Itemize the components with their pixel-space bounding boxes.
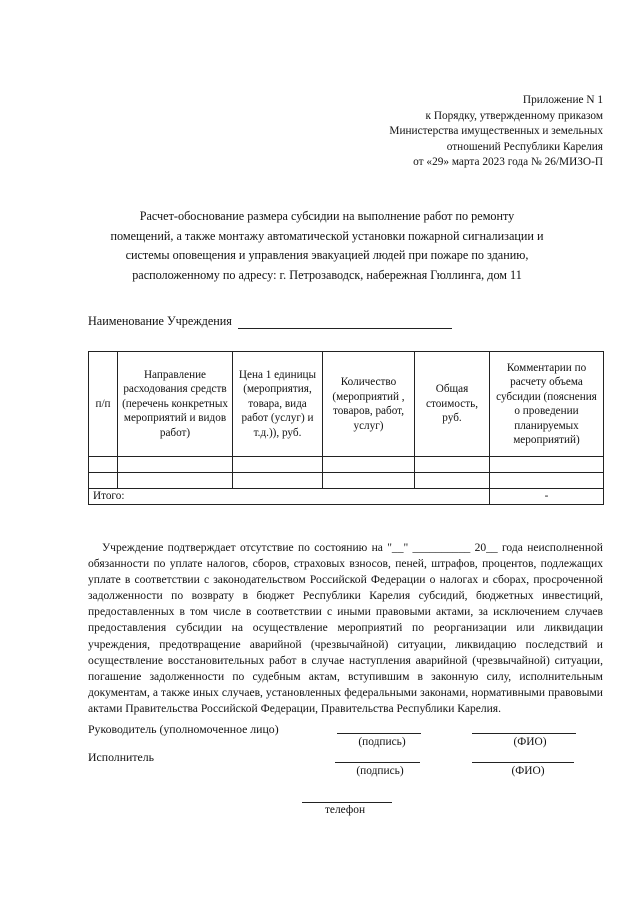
- institution-blank-line: [238, 315, 452, 329]
- executor-name-line: [472, 762, 574, 763]
- table-cell: [89, 457, 118, 473]
- appendix-header: [389, 93, 603, 171]
- table-row: [89, 457, 604, 473]
- appendix-ministry-cont: отношений Республики Карелия: [446, 140, 603, 153]
- confirmation-statement: Учреждение подтверждает отсутствие по состоянию на "__" __________ 20__ года неисполненной обязанности по уплате налогов, сборов, страховых взносов, пеней, штрафов, процентов, подлежащих уплате в соответствии с законодательством Российской Федерации о налогах и сборах, просроченной задолженности по возврату в бюджет Республики Карелия субсидий, бюджетных инвестиций, предоставленных в том числе в соответствии с иными правовыми актами, за исключением случаев предоставления субсидии на осуществление мероприятий по реорганизации или ликвидации учреждения, предотвращение аварийной (чрезвычайной) ситуации, ликвидацию последствий и осуществление восстановительных работ в случае наступления аварийной (чрезвычайной) ситуации, погашение задолженности по судебным актам, вступившим в законную силу, исполнительным документам, а также иных случаев, установленных федеральными законами, нормативными правовыми актами Правительства Российской Федерации, Правительства Республики Карелия.: [88, 542, 603, 715]
- header-number: п/п: [89, 352, 118, 457]
- total-comment: -: [490, 489, 604, 505]
- header-unit-price: Цена 1 единицы (мероприятия, товара, вида работ (услуг) и т.д.)), руб.: [233, 352, 323, 457]
- header-quantity: Количество (мероприятий , товаров, работ, услуг): [323, 352, 415, 457]
- table-cell: [323, 457, 415, 473]
- head-signature-label: Руководитель (уполномоченное лицо): [88, 722, 279, 736]
- table-header-row: [89, 352, 604, 457]
- executor-signature-line: [335, 762, 420, 763]
- total-label: Итого:: [89, 489, 490, 505]
- header-comments: Комментарии по расчету объема субсидии (пояснения о проведении планируемых мероприятий): [490, 352, 604, 457]
- executor-name-caption: (ФИО): [511, 765, 545, 777]
- phone-caption: телефон: [324, 804, 366, 816]
- table-cell: [490, 457, 604, 473]
- table-cell: [323, 473, 415, 489]
- budget-table: [88, 351, 604, 505]
- institution-label: Наименование Учреждения: [88, 314, 232, 328]
- table-row: [89, 473, 604, 489]
- phone-line: [302, 802, 392, 803]
- table-cell: [118, 457, 233, 473]
- executor-signature-caption: (подпись): [356, 765, 404, 777]
- appendix-order-ref: к Порядку, утвержденному приказом: [425, 109, 603, 122]
- institution-field: [88, 314, 452, 329]
- document-title: Расчет-обоснование размера субсидии на выполнение работ по ремонту помещений, а также монтажу автоматической установки пожарной сигнализации и системы оповещения и управления эвакуацией людей при пожаре по зданию, расположенному по адресу: г. Петрозаводск, набережная Гюллинга, дом 11: [110, 209, 544, 282]
- table-cell: [89, 473, 118, 489]
- table-cell: [233, 473, 323, 489]
- table-cell: [490, 473, 604, 489]
- table-cell: [118, 473, 233, 489]
- header-total-cost: Общая стоимость, руб.: [415, 352, 490, 457]
- table-cell: [233, 457, 323, 473]
- header-direction: Направление расходования средств (перечень конкретных мероприятий и видов работ): [118, 352, 233, 457]
- head-signature-caption: (подпись): [358, 736, 406, 748]
- head-signature-line: [337, 733, 421, 734]
- table-cell: [415, 457, 490, 473]
- head-name-caption: (ФИО): [513, 736, 547, 748]
- appendix-number: Приложение N 1: [522, 94, 603, 106]
- appendix-ministry: Министерства имущественных и земельных: [389, 125, 603, 138]
- appendix-date: от «29» марта 2023 года № 26/МИЗО-П: [413, 156, 603, 169]
- table-cell: [415, 473, 490, 489]
- total-row: [89, 489, 604, 505]
- head-name-line: [472, 733, 576, 734]
- executor-signature-label: Исполнитель: [88, 750, 154, 764]
